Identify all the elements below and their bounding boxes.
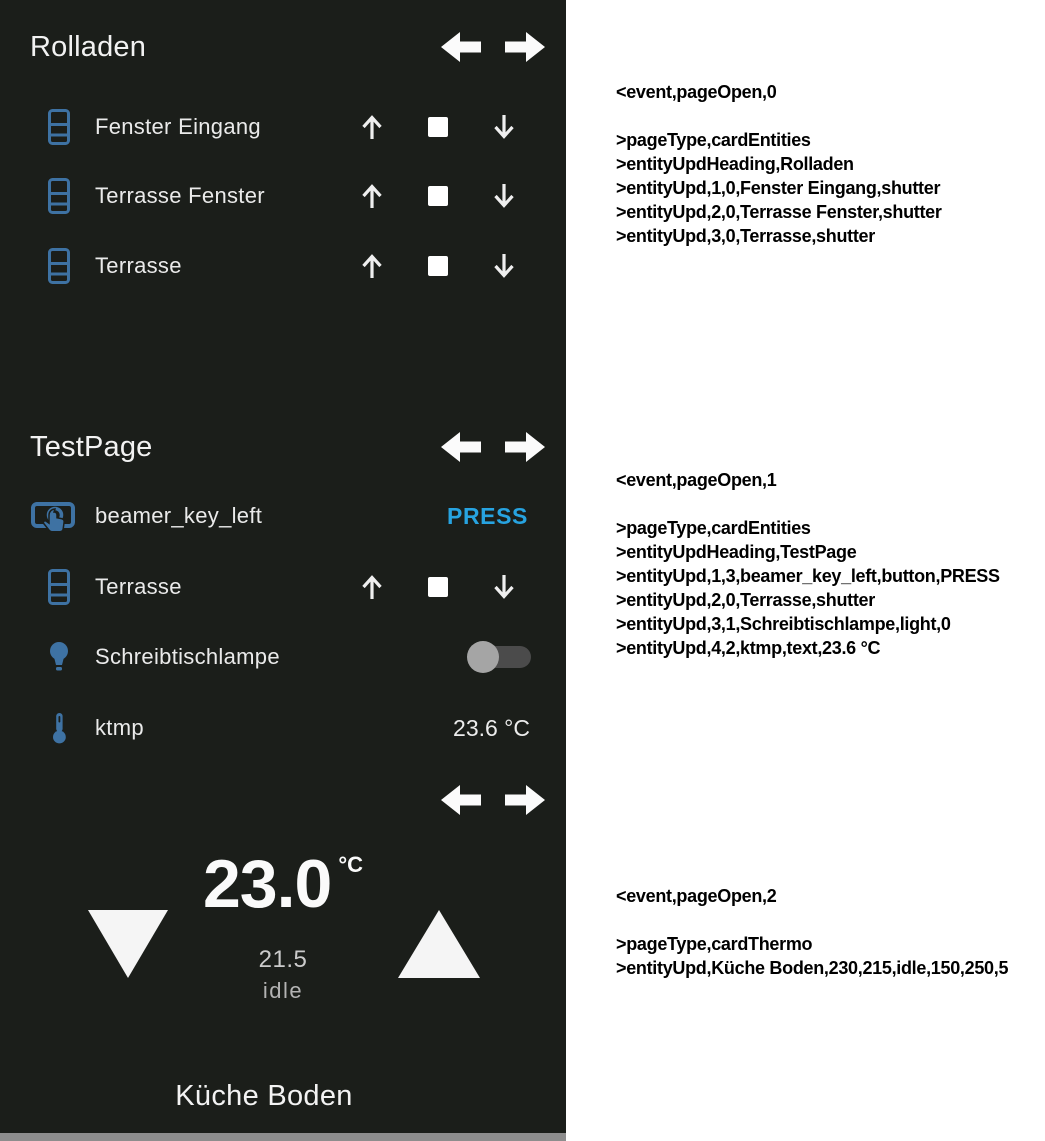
shutter-down-button[interactable] [490, 252, 518, 280]
shutter-stop-button[interactable] [428, 186, 448, 206]
protocol-event-line: <event,pageOpen,0 [616, 82, 777, 102]
entity-label: Schreibtischlampe [95, 644, 280, 669]
nav-left-icon[interactable] [441, 432, 481, 462]
protocol-block [616, 884, 1008, 980]
thermostat-current-temp: 23.0 [202, 846, 332, 922]
protocol-event-line: <event,pageOpen,1 [616, 470, 777, 490]
protocol-gap [616, 908, 1008, 932]
shutter-icon [48, 248, 70, 284]
protocol-event-line: <event,pageOpen,2 [616, 886, 777, 906]
protocol-block [616, 468, 1000, 660]
protocol-block [616, 80, 942, 248]
page-title: Rolladen [30, 30, 147, 63]
nav-right-icon[interactable] [505, 785, 545, 815]
protocol-line: >entityUpd,4,2,ktmp,text,23.6 °C [616, 638, 881, 658]
protocol-gap [616, 492, 1000, 516]
protocol-line: >entityUpd,1,0,Fenster Eingang,shutter [616, 178, 941, 198]
shutter-icon [48, 178, 70, 214]
nav-right-icon[interactable] [505, 432, 545, 462]
page-nav [441, 785, 545, 815]
card-entities-rolladen [0, 0, 566, 418]
protocol-line: >entityUpd,3,0,Terrasse,shutter [616, 226, 875, 246]
entity-row [0, 635, 566, 679]
entity-row [0, 244, 566, 288]
entity-row [0, 174, 566, 218]
shutter-stop-button[interactable] [428, 256, 448, 276]
entity-label: Fenster Eingang [95, 114, 261, 139]
screen-bottom-bar [0, 1133, 566, 1141]
entity-label: Terrasse [95, 253, 182, 278]
shutter-up-button[interactable] [358, 113, 386, 141]
protocol-line: >entityUpd,1,3,beamer_key_left,button,PRESS [616, 566, 1000, 586]
entity-row [0, 706, 566, 750]
thermostat-name: Küche Boden [175, 1080, 353, 1112]
shutter-icon [48, 109, 70, 145]
entity-row [0, 105, 566, 149]
toggle-knob [467, 641, 499, 673]
shutter-down-button[interactable] [490, 573, 518, 601]
shutter-icon [48, 569, 70, 605]
protocol-line: >entityUpdHeading,Rolladen [616, 154, 854, 174]
protocol-line: >pageType,cardEntities [616, 130, 811, 150]
protocol-line: >entityUpd,2,0,Terrasse Fenster,shutter [616, 202, 942, 222]
shutter-stop-button[interactable] [428, 117, 448, 137]
protocol-line: >pageType,cardThermo [616, 934, 813, 954]
thermometer-icon [53, 712, 66, 744]
shutter-up-button[interactable] [358, 182, 386, 210]
shutter-stop-button[interactable] [428, 577, 448, 597]
page-nav [441, 432, 545, 462]
protocol-log [616, 0, 1045, 1141]
entity-label: Terrasse Fenster [95, 183, 265, 208]
shutter-up-button[interactable] [358, 252, 386, 280]
page-title: TestPage [30, 430, 153, 463]
shutter-down-button[interactable] [490, 113, 518, 141]
entity-row [0, 565, 566, 609]
light-toggle[interactable] [467, 640, 531, 674]
page-nav [441, 32, 545, 62]
press-button[interactable]: PRESS [447, 503, 528, 529]
nav-left-icon[interactable] [441, 32, 481, 62]
thermostat-current [0, 846, 566, 922]
sensor-value: 23.6 °C [453, 715, 530, 741]
protocol-line: >entityUpdHeading,TestPage [616, 542, 857, 562]
protocol-gap [616, 104, 942, 128]
gesture-tap-button-icon [30, 497, 76, 535]
nav-left-icon[interactable] [441, 785, 481, 815]
card-thermo [0, 770, 566, 1133]
entity-label: ktmp [95, 715, 144, 740]
thermostat-unit: °C [338, 852, 364, 877]
protocol-line: >pageType,cardEntities [616, 518, 811, 538]
thermostat-state: idle [262, 978, 304, 1003]
entity-label: beamer_key_left [95, 503, 263, 528]
shutter-up-button[interactable] [358, 573, 386, 601]
thermostat-setpoint: 21.5 [258, 946, 308, 973]
nav-right-icon[interactable] [505, 32, 545, 62]
protocol-line: >entityUpd,3,1,Schreibtischlampe,light,0 [616, 614, 951, 634]
shutter-down-button[interactable] [490, 182, 518, 210]
card-header [30, 428, 545, 466]
entity-label: Terrasse [95, 574, 182, 599]
card-entities-testpage [0, 418, 566, 770]
protocol-line: >entityUpd,2,0,Terrasse,shutter [616, 590, 875, 610]
lightbulb-icon [48, 641, 70, 673]
entity-row [0, 494, 566, 538]
card-header [30, 28, 545, 66]
protocol-line: >entityUpd,Küche Boden,230,215,idle,150,250,5 [616, 958, 1009, 978]
